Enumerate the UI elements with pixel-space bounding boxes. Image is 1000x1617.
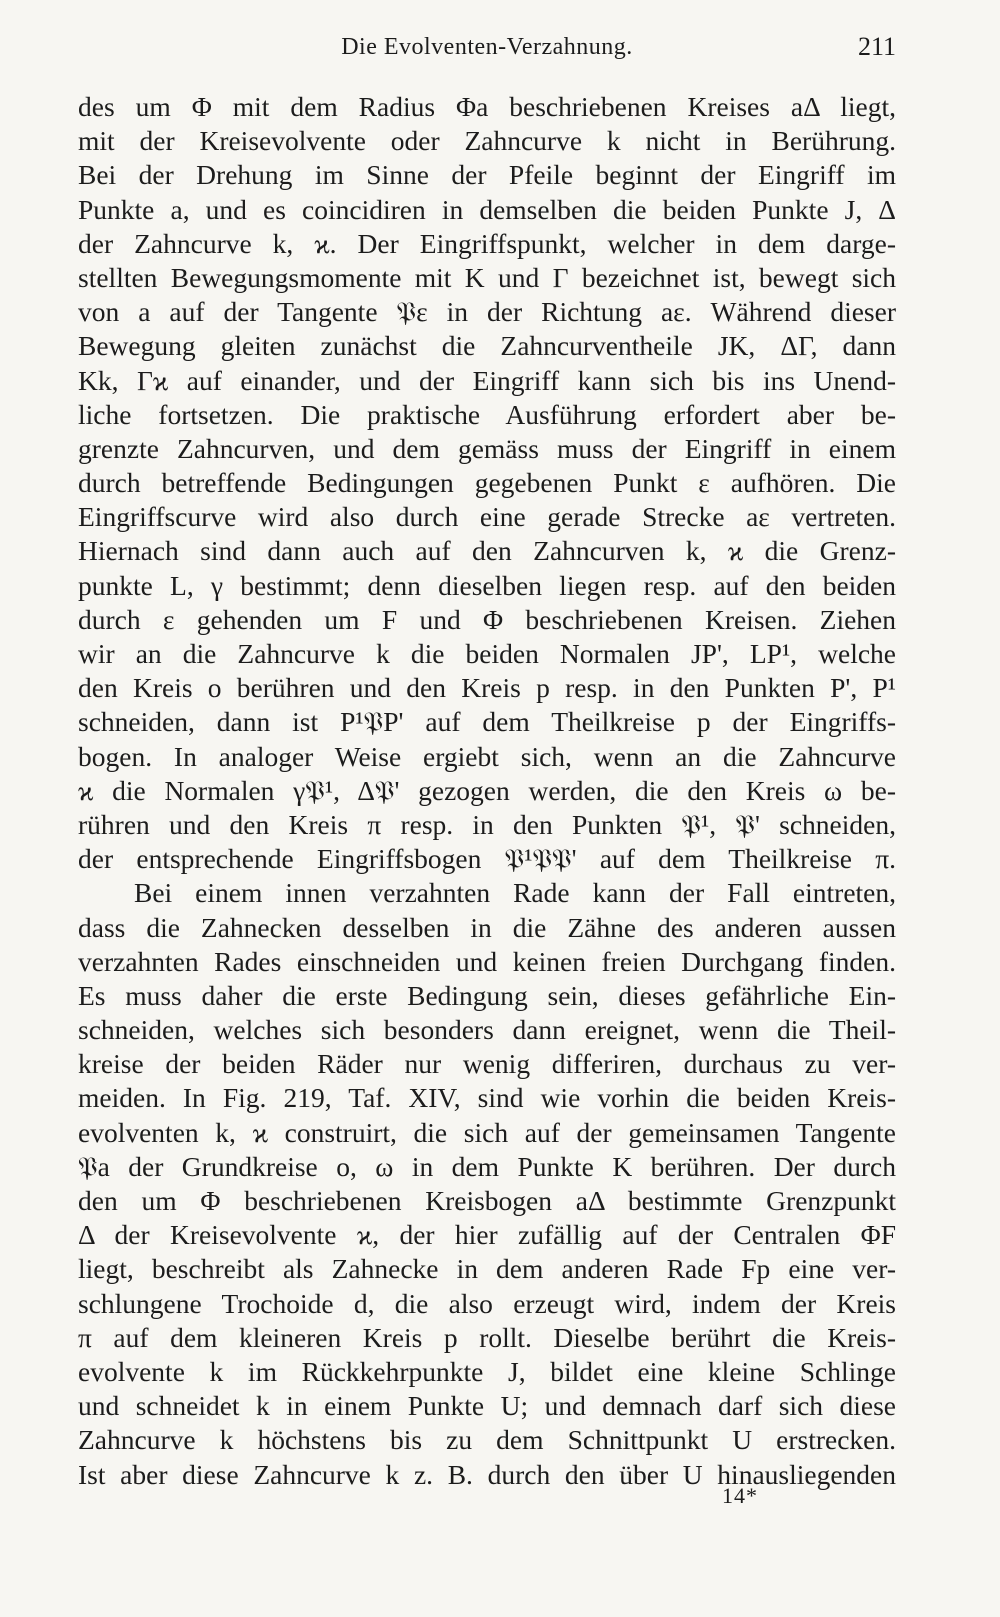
text-line: stellten Bewegungsmomente mit K und Γ bezeichnet ist, bewegt sich <box>78 261 896 293</box>
text-line: evolventen k, ϰ construirt, die sich auf der gemeinsamen Tangente <box>78 1116 896 1148</box>
text-line: Bewegung gleiten zunächst die Zahncurventheile JK, ΔΓ, dann <box>78 330 896 362</box>
text-line: punkte L, γ bestimmt; denn dieselben liegen resp. auf den beiden <box>78 569 896 601</box>
text-line: und schneidet k in einem Punkte U; und demnach darf sich diese <box>78 1390 896 1422</box>
text-line: evolvente k im Rückkehrpunkte J, bildet eine kleine Schlinge <box>78 1355 896 1387</box>
text-line: schneiden, welches sich besonders dann ereignet, wenn die Theil- <box>78 1014 896 1046</box>
text-line: Zahncurve k höchstens bis zu dem Schnittpunkt U erstrecken. <box>78 1424 896 1456</box>
text-line: ϰ die Normalen γ𝔓¹, Δ𝔓' gezogen werden, die den Kreis ω be- <box>78 774 896 806</box>
text-line: den um Φ beschriebenen Kreisbogen aΔ bestimmte Grenzpunkt <box>78 1185 896 1216</box>
text-line: schneiden, dann ist P¹𝔓P' auf dem Theilkreise p der Eingriffs- <box>78 706 896 738</box>
text-line: liegt, beschreibt als Zahnecke in dem anderen Rade Fp eine ver- <box>78 1253 896 1285</box>
text-line: den Kreis o berühren und den Kreis p resp. in den Punkten P', P¹ <box>78 672 896 704</box>
text-line: kreise der beiden Räder nur wenig differiren, durchaus zu ver- <box>78 1048 896 1080</box>
signature-mark: 14* <box>722 1483 758 1508</box>
text-line: bogen. In analoger Weise ergiebt sich, wenn an die Zahncurve <box>78 740 896 772</box>
text-line: meiden. In Fig. 219, Taf. XIV, sind wie vorhin die beiden Kreis- <box>78 1082 896 1114</box>
text-line: Es muss daher die erste Bedingung sein, dieses gefährliche Ein- <box>78 979 896 1011</box>
text-line: liche fortsetzen. Die praktische Ausführung erfordert aber be- <box>78 398 896 430</box>
text-line: der Zahncurve k, ϰ. Der Eingriffspunkt, welcher in dem darge- <box>78 227 896 259</box>
text-line: mit der Kreisevolvente oder Zahncurve k nicht in Berührung. <box>78 125 896 157</box>
text-line: durch ε gehenden um F und Φ beschriebenen Kreisen. Ziehen <box>78 603 896 635</box>
text-line: rühren und den Kreis π resp. in den Punkten 𝔓¹, 𝔓' schneiden, <box>78 808 896 840</box>
text-line: Punkte a, und es coincidiren in demselben die beiden Punkte J, Δ <box>78 193 896 225</box>
text-line: schlungene Trochoide d, die also erzeugt wird, indem der Kreis <box>78 1287 896 1319</box>
text-line: Ist aber diese Zahncurve k z. B. durch den über U hinausliegenden <box>78 1458 896 1490</box>
text-line: π auf dem kleineren Kreis p rollt. Dieselbe berührt die Kreis- <box>78 1321 896 1353</box>
page-number: 211 <box>857 32 896 61</box>
text-line: Δ der Kreisevolvente ϰ, der hier zufällig auf der Centralen ΦF <box>78 1219 896 1251</box>
text-line: verzahnten Rades einschneiden und keinen freien Durchgang finden. <box>78 945 896 977</box>
text-line: Hiernach sind dann auch auf den Zahncurven k, ϰ die Grenz- <box>78 535 896 567</box>
text-line: Bei der Drehung im Sinne der Pfeile beginnt der Eingriff im <box>78 159 896 191</box>
text-line: Bei einem innen verzahnten Rade kann der Fall eintreten, <box>134 877 896 909</box>
text-line: Kk, Γϰ auf einander, und der Eingriff kann sich bis ins Unend- <box>78 364 896 396</box>
running-title: Die Evolventen-Verzahnung. <box>341 34 633 60</box>
text-line: durch betreffende Bedingungen gegebenen Punkt ε aufhören. Die <box>78 467 896 499</box>
text-line: von a auf der Tangente 𝔓ε in der Richtung aε. Während dieser <box>78 296 896 328</box>
text-line: wir an die Zahncurve k die beiden Normalen JP', LP¹, welche <box>78 638 896 669</box>
text-line: Eingriffscurve wird also durch eine gerade Strecke aε vertreten. <box>78 501 896 533</box>
text-line: des um Φ mit dem Radius Φa beschriebenen Kreises aΔ liegt, <box>78 91 896 122</box>
text-line: der entsprechende Eingriffsbogen 𝔓¹𝔓𝔓' auf dem Theilkreise π. <box>78 843 896 875</box>
page-header <box>78 28 896 68</box>
text-line: grenzte Zahncurven, und dem gemäss muss der Eingriff in einem <box>78 432 896 464</box>
text-line: 𝔓a der Grundkreise o, ω in dem Punkte K berühren. Der durch <box>78 1150 896 1182</box>
body-text <box>78 90 896 1492</box>
text-line: dass die Zahnecken desselben in die Zähne des anderen aussen <box>78 911 896 943</box>
